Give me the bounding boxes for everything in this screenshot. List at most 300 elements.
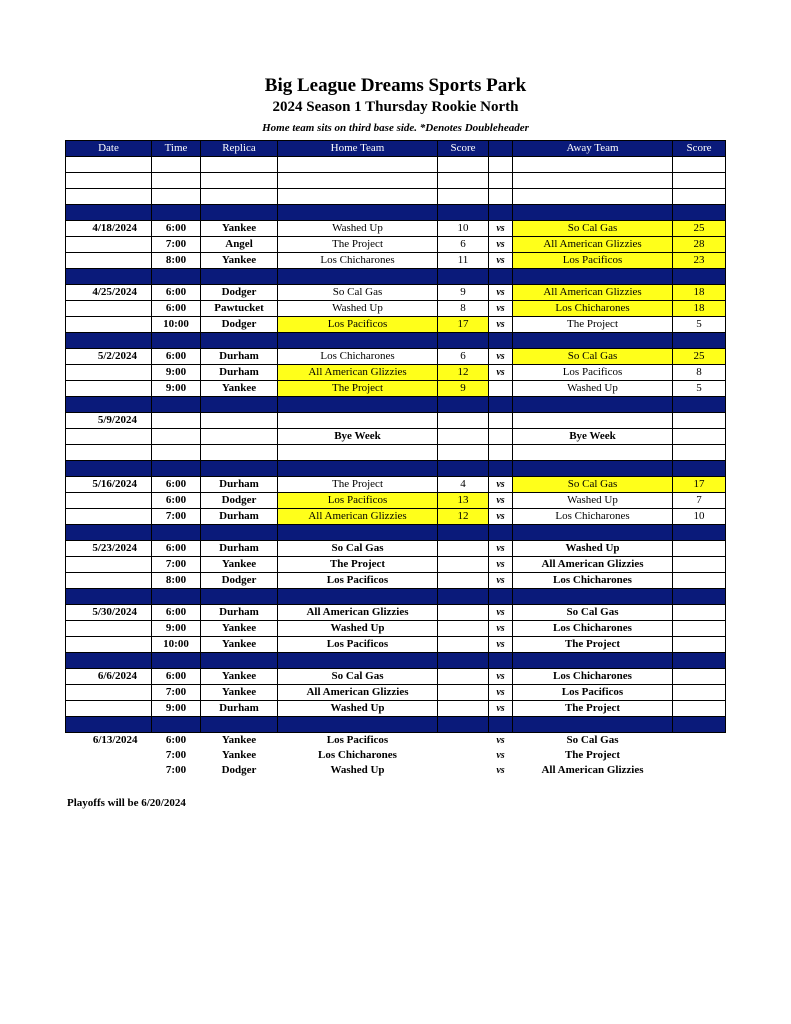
home-score-cell xyxy=(438,413,489,429)
col-home-team: Home Team xyxy=(278,141,438,157)
away-score-cell xyxy=(673,269,726,285)
home-team-cell: Washed Up xyxy=(278,621,438,637)
home-score-cell xyxy=(438,748,489,763)
away-team-cell xyxy=(513,589,673,605)
replica-cell: Dodger xyxy=(201,493,278,509)
away-team-cell xyxy=(513,717,673,733)
header-row xyxy=(66,141,726,157)
replica-cell xyxy=(201,269,278,285)
away-team-cell: Washed Up xyxy=(513,493,673,509)
table-row xyxy=(66,685,726,701)
blank-row xyxy=(66,189,726,205)
away-team-cell: Los Chicharones xyxy=(513,573,673,589)
date-cell xyxy=(66,253,152,269)
blank-row xyxy=(66,157,726,173)
table-row xyxy=(66,381,726,397)
date-cell xyxy=(66,317,152,333)
date-cell xyxy=(66,189,152,205)
vs-cell xyxy=(489,445,513,461)
home-team-cell: Washed Up xyxy=(278,701,438,717)
home-team-cell xyxy=(278,653,438,669)
date-cell xyxy=(66,269,152,285)
home-team-cell xyxy=(278,189,438,205)
away-team-cell: Washed Up xyxy=(513,541,673,557)
table-row xyxy=(66,637,726,653)
time-cell: 6:00 xyxy=(152,301,201,317)
date-cell xyxy=(66,509,152,525)
away-score-cell xyxy=(673,429,726,445)
replica-cell: Pawtucket xyxy=(201,301,278,317)
home-score-cell xyxy=(438,589,489,605)
time-cell: 8:00 xyxy=(152,253,201,269)
home-score-cell: 12 xyxy=(438,509,489,525)
time-cell: 10:00 xyxy=(152,637,201,653)
vs-cell xyxy=(489,205,513,221)
replica-cell: Durham xyxy=(201,605,278,621)
col-home-score: Score xyxy=(438,141,489,157)
time-cell xyxy=(152,413,201,429)
table-row xyxy=(66,701,726,717)
away-score-cell xyxy=(673,621,726,637)
vs-cell: vs xyxy=(489,221,513,237)
away-score-cell xyxy=(673,653,726,669)
away-team-cell xyxy=(513,269,673,285)
home-team-cell xyxy=(278,461,438,477)
home-team-cell: Washed Up xyxy=(278,301,438,317)
away-score-cell: 25 xyxy=(673,349,726,365)
replica-cell xyxy=(201,429,278,445)
time-cell xyxy=(152,461,201,477)
table-row xyxy=(66,669,726,685)
table-row xyxy=(66,365,726,381)
vs-cell: vs xyxy=(489,365,513,381)
home-score-cell xyxy=(438,733,489,749)
home-team-cell xyxy=(278,525,438,541)
vs-cell xyxy=(489,173,513,189)
away-team-cell: Los Pacificos xyxy=(513,685,673,701)
away-team-cell: So Cal Gas xyxy=(513,477,673,493)
date-cell xyxy=(66,381,152,397)
away-score-cell xyxy=(673,685,726,701)
away-score-cell: 23 xyxy=(673,253,726,269)
time-cell: 6:00 xyxy=(152,285,201,301)
vs-cell xyxy=(489,525,513,541)
time-cell xyxy=(152,589,201,605)
time-cell: 9:00 xyxy=(152,701,201,717)
date-cell xyxy=(66,589,152,605)
home-team-cell xyxy=(278,717,438,733)
date-cell: 6/6/2024 xyxy=(66,669,152,685)
week-separator-row xyxy=(66,333,726,349)
away-score-cell xyxy=(673,157,726,173)
vs-cell xyxy=(489,413,513,429)
table-row xyxy=(66,557,726,573)
home-score-cell xyxy=(438,557,489,573)
time-cell: 7:00 xyxy=(165,749,187,761)
home-score-cell xyxy=(438,637,489,653)
away-score-cell: 7 xyxy=(673,493,726,509)
home-score-cell xyxy=(438,541,489,557)
week-separator-row xyxy=(66,717,726,733)
replica-cell: Durham xyxy=(201,477,278,493)
home-score-cell xyxy=(438,189,489,205)
away-team-cell: All American Glizzies xyxy=(513,557,673,573)
away-team-cell: So Cal Gas xyxy=(513,349,673,365)
away-team-cell xyxy=(513,461,673,477)
time-cell xyxy=(152,189,201,205)
away-team-cell: Los Chicharones xyxy=(513,509,673,525)
home-score-cell: 8 xyxy=(438,301,489,317)
replica-cell: Dodger xyxy=(201,573,278,589)
away-team-cell: Los Chicharones xyxy=(513,301,673,317)
away-team-cell xyxy=(513,413,673,429)
date-cell xyxy=(66,173,152,189)
home-score-cell xyxy=(438,461,489,477)
table-row xyxy=(66,237,726,253)
time-cell xyxy=(152,525,201,541)
date-cell xyxy=(66,493,152,509)
col-date: Date xyxy=(66,141,152,157)
time-cell: 9:00 xyxy=(152,621,201,637)
week-separator-row xyxy=(66,461,726,477)
replica-cell: Dodger xyxy=(221,764,257,776)
home-team-cell: Los Chicharones xyxy=(278,253,438,269)
table-row xyxy=(66,221,726,237)
date-cell: 6/13/2024 xyxy=(92,734,138,746)
replica-cell: Yankee xyxy=(201,685,278,701)
home-team-cell xyxy=(278,589,438,605)
replica-cell: Yankee xyxy=(221,734,257,746)
date-cell: 5/30/2024 xyxy=(66,605,152,621)
away-score-cell xyxy=(673,461,726,477)
home-team-cell: All American Glizzies xyxy=(278,685,438,701)
table-row xyxy=(66,621,726,637)
replica-cell: Dodger xyxy=(201,317,278,333)
home-score-cell xyxy=(438,525,489,541)
time-cell xyxy=(152,173,201,189)
home-team-cell: So Cal Gas xyxy=(278,541,438,557)
home-team-cell: Los Pacificos xyxy=(278,493,438,509)
page-subtitle: 2024 Season 1 Thursday Rookie North xyxy=(272,99,519,115)
away-team-cell: Los Chicharones xyxy=(513,669,673,685)
week-separator-row xyxy=(66,397,726,413)
vs-cell: vs xyxy=(489,669,513,685)
home-team-cell: The Project xyxy=(278,381,438,397)
away-score-cell xyxy=(673,669,726,685)
replica-cell xyxy=(201,413,278,429)
home-team-cell: The Project xyxy=(278,237,438,253)
table-row xyxy=(66,493,726,509)
table-row xyxy=(66,573,726,589)
home-team-cell: All American Glizzies xyxy=(278,365,438,381)
table-row xyxy=(66,748,726,763)
table-row xyxy=(66,413,726,429)
time-cell: 6:00 xyxy=(152,669,201,685)
replica-cell: Durham xyxy=(201,701,278,717)
away-score-cell xyxy=(673,733,726,749)
week-separator-row xyxy=(66,525,726,541)
away-score-cell xyxy=(673,748,726,763)
away-score-cell: 17 xyxy=(673,477,726,493)
replica-cell xyxy=(201,445,278,461)
home-score-cell xyxy=(438,669,489,685)
away-score-cell xyxy=(673,701,726,717)
home-score-cell: 12 xyxy=(438,365,489,381)
date-cell: 4/25/2024 xyxy=(66,285,152,301)
vs-cell: vs xyxy=(489,253,513,269)
replica-cell: Durham xyxy=(201,509,278,525)
away-team-cell xyxy=(513,653,673,669)
col-away-score: Score xyxy=(673,141,726,157)
home-team-cell: Los Chicharones xyxy=(278,349,438,365)
week-separator-row xyxy=(66,589,726,605)
vs-cell: vs xyxy=(489,301,513,317)
time-cell xyxy=(152,157,201,173)
vs-cell xyxy=(489,717,513,733)
away-team-cell: All American Glizzies xyxy=(541,764,644,776)
home-team-cell: Los Pacificos xyxy=(278,573,438,589)
col-away-team: Away Team xyxy=(513,141,673,157)
home-score-cell: 6 xyxy=(438,349,489,365)
away-score-cell xyxy=(673,763,726,778)
date-cell xyxy=(66,701,152,717)
away-score-cell xyxy=(673,397,726,413)
away-team-cell xyxy=(513,173,673,189)
replica-cell: Yankee xyxy=(201,669,278,685)
table-row xyxy=(66,285,726,301)
home-team-cell xyxy=(278,397,438,413)
time-cell: 6:00 xyxy=(152,493,201,509)
replica-cell: Durham xyxy=(201,365,278,381)
table-row xyxy=(66,477,726,493)
date-cell xyxy=(66,237,152,253)
time-cell xyxy=(152,269,201,285)
vs-cell xyxy=(489,269,513,285)
away-score-cell xyxy=(673,605,726,621)
vs-cell xyxy=(489,381,513,397)
date-cell xyxy=(66,525,152,541)
replica-cell xyxy=(201,173,278,189)
vs-cell xyxy=(489,653,513,669)
replica-cell: Yankee xyxy=(221,749,257,761)
vs-cell: vs xyxy=(489,701,513,717)
date-cell xyxy=(66,365,152,381)
replica-cell xyxy=(201,205,278,221)
table-row xyxy=(66,605,726,621)
home-score-cell xyxy=(438,605,489,621)
table-row xyxy=(66,509,726,525)
vs-cell xyxy=(489,333,513,349)
date-cell xyxy=(66,557,152,573)
time-cell: 10:00 xyxy=(152,317,201,333)
vs-cell xyxy=(489,397,513,413)
home-team-cell: The Project xyxy=(278,557,438,573)
away-score-cell xyxy=(673,413,726,429)
vs-cell: vs xyxy=(489,285,513,301)
replica-cell: Yankee xyxy=(201,221,278,237)
away-score-cell xyxy=(673,589,726,605)
week-separator-row xyxy=(66,269,726,285)
away-team-cell xyxy=(513,525,673,541)
table-row xyxy=(66,541,726,557)
home-score-cell: 9 xyxy=(438,381,489,397)
replica-cell: Yankee xyxy=(201,381,278,397)
vs-cell xyxy=(489,189,513,205)
date-cell: 5/9/2024 xyxy=(66,413,152,429)
vs-cell: vs xyxy=(496,735,505,746)
replica-cell xyxy=(201,397,278,413)
time-cell: 9:00 xyxy=(152,381,201,397)
away-team-cell xyxy=(513,157,673,173)
away-score-cell xyxy=(673,205,726,221)
replica-cell xyxy=(201,717,278,733)
away-team-cell: Los Pacificos xyxy=(513,253,673,269)
replica-cell xyxy=(201,157,278,173)
vs-cell: vs xyxy=(489,541,513,557)
away-score-cell: 5 xyxy=(673,317,726,333)
col-vs xyxy=(489,141,513,157)
away-score-cell xyxy=(673,525,726,541)
date-cell xyxy=(66,333,152,349)
blank-row xyxy=(66,445,726,461)
date-cell xyxy=(66,653,152,669)
vs-cell: vs xyxy=(489,605,513,621)
away-score-cell: 8 xyxy=(673,365,726,381)
home-team-cell: Washed Up xyxy=(330,764,385,776)
home-team-cell: Los Chicharones xyxy=(318,749,397,761)
home-team-cell: Los Pacificos xyxy=(278,317,438,333)
away-team-cell: All American Glizzies xyxy=(513,285,673,301)
date-cell: 5/16/2024 xyxy=(66,477,152,493)
vs-cell: vs xyxy=(489,349,513,365)
home-score-cell xyxy=(438,205,489,221)
date-cell xyxy=(66,748,152,763)
time-cell: 7:00 xyxy=(165,764,187,776)
time-cell: 6:00 xyxy=(152,477,201,493)
home-team-cell: All American Glizzies xyxy=(278,605,438,621)
home-score-cell xyxy=(438,621,489,637)
home-score-cell xyxy=(438,269,489,285)
home-score-cell: 6 xyxy=(438,237,489,253)
page-title: Big League Dreams Sports Park xyxy=(264,75,527,96)
away-team-cell xyxy=(513,445,673,461)
replica-cell: Yankee xyxy=(201,557,278,573)
away-score-cell: 28 xyxy=(673,237,726,253)
away-score-cell: 18 xyxy=(673,285,726,301)
time-cell xyxy=(152,429,201,445)
table-row xyxy=(66,349,726,365)
home-score-cell xyxy=(438,397,489,413)
away-score-cell: 5 xyxy=(673,381,726,397)
home-team-cell xyxy=(278,445,438,461)
away-score-cell xyxy=(673,173,726,189)
date-cell xyxy=(66,301,152,317)
home-score-cell xyxy=(438,573,489,589)
away-team-cell: The Project xyxy=(513,317,673,333)
date-cell xyxy=(66,573,152,589)
table-row xyxy=(66,733,726,749)
home-score-cell: 10 xyxy=(438,221,489,237)
home-team-cell: Washed Up xyxy=(278,221,438,237)
date-cell xyxy=(66,205,152,221)
home-score-cell xyxy=(438,333,489,349)
time-cell: 7:00 xyxy=(152,237,201,253)
replica-cell xyxy=(201,189,278,205)
replica-cell: Dodger xyxy=(201,285,278,301)
home-team-cell: The Project xyxy=(278,477,438,493)
home-score-cell xyxy=(438,157,489,173)
vs-cell: vs xyxy=(489,557,513,573)
vs-cell: vs xyxy=(489,621,513,637)
col-replica: Replica xyxy=(201,141,278,157)
home-score-cell: 13 xyxy=(438,493,489,509)
vs-cell: vs xyxy=(489,573,513,589)
time-cell: 6:00 xyxy=(152,605,201,621)
time-cell: 7:00 xyxy=(152,557,201,573)
replica-cell: Yankee xyxy=(201,637,278,653)
vs-cell: vs xyxy=(496,750,505,761)
date-cell xyxy=(66,685,152,701)
away-score-cell xyxy=(673,717,726,733)
replica-cell xyxy=(201,525,278,541)
away-team-cell xyxy=(513,397,673,413)
time-cell: 6:00 xyxy=(152,349,201,365)
away-team-cell xyxy=(513,205,673,221)
home-score-cell xyxy=(438,429,489,445)
away-team-cell: All American Glizzies xyxy=(513,237,673,253)
away-score-cell xyxy=(673,541,726,557)
time-cell: 7:00 xyxy=(152,509,201,525)
replica-cell xyxy=(201,333,278,349)
time-cell xyxy=(152,397,201,413)
away-team-cell: So Cal Gas xyxy=(513,221,673,237)
vs-cell: vs xyxy=(489,493,513,509)
schedule-table xyxy=(65,140,726,778)
replica-cell: Yankee xyxy=(201,621,278,637)
away-score-cell: 10 xyxy=(673,509,726,525)
away-team-cell: Los Chicharones xyxy=(513,621,673,637)
time-cell xyxy=(152,205,201,221)
table-row xyxy=(66,301,726,317)
home-score-cell xyxy=(438,763,489,778)
vs-cell: vs xyxy=(496,765,505,776)
date-cell xyxy=(66,461,152,477)
home-score-cell xyxy=(438,717,489,733)
vs-cell xyxy=(489,589,513,605)
home-team-cell: Los Pacificos xyxy=(326,734,389,746)
home-team-cell xyxy=(278,157,438,173)
replica-cell: Durham xyxy=(201,541,278,557)
table-row xyxy=(66,429,726,445)
replica-cell: Durham xyxy=(201,349,278,365)
vs-cell: vs xyxy=(489,237,513,253)
replica-cell: Yankee xyxy=(201,253,278,269)
date-cell xyxy=(66,717,152,733)
date-cell xyxy=(66,637,152,653)
vs-cell xyxy=(489,461,513,477)
away-team-cell xyxy=(513,189,673,205)
time-cell: 8:00 xyxy=(152,573,201,589)
time-cell xyxy=(152,445,201,461)
home-team-cell xyxy=(278,173,438,189)
vs-cell: vs xyxy=(489,477,513,493)
away-team-cell: Bye Week xyxy=(513,429,673,445)
time-cell: 7:00 xyxy=(152,685,201,701)
home-team-cell: So Cal Gas xyxy=(278,669,438,685)
blank-row xyxy=(66,173,726,189)
home-team-cell: Los Pacificos xyxy=(278,637,438,653)
home-score-cell xyxy=(438,445,489,461)
